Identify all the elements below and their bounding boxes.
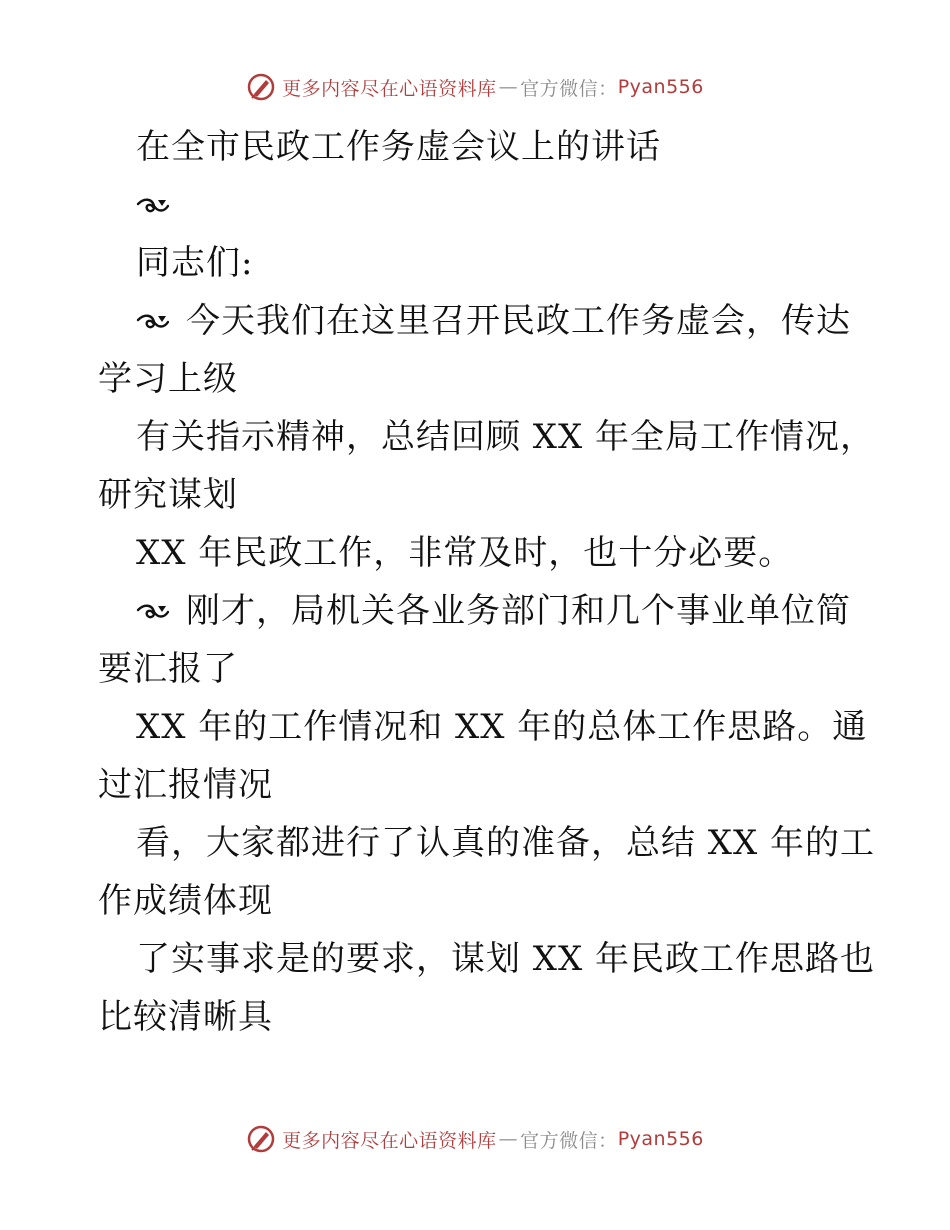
fleuron-icon (136, 196, 170, 218)
paragraph-marker-line (98, 176, 858, 234)
paragraph-line: 比较清晰具 (98, 997, 273, 1037)
watermark-account: Pyan556 (617, 1128, 704, 1150)
salutation: 同志们: (136, 243, 254, 283)
paragraph-line: 作成绩体现 (98, 881, 273, 921)
paragraph-line: 今天我们在这里召开民政工作务虚会，传达 (98, 292, 858, 350)
watermark-dash: — (498, 1128, 519, 1150)
fleuron-icon (136, 602, 170, 624)
pen-logo-icon (246, 72, 276, 102)
watermark-main-text: 更多内容尽在心语资料库 (282, 77, 497, 100)
watermark-label: 官方微信： (520, 1129, 618, 1152)
watermark-main-text: 更多内容尽在心语资料库 (282, 1129, 497, 1152)
document-title: 在全市民政工作务虚会议上的讲话 (136, 127, 661, 167)
document-body (98, 118, 876, 1046)
paragraph-line: 要汇报了 (98, 649, 238, 689)
paragraph-line: 有关指示精神，总结回顾 XX 年全局工作情况， (136, 417, 876, 457)
paragraph-line: 过汇报情况 (98, 765, 273, 805)
paragraph-line: XX 年的工作情况和 XX 年的总体工作思路。通 (136, 707, 868, 747)
paragraph-line: 看，大家都进行了认真的准备，总结 XX 年的工 (136, 823, 876, 863)
watermark-account: Pyan556 (617, 76, 704, 98)
paragraph-line: 研究谋划 (98, 475, 238, 515)
pen-logo-icon (246, 1124, 276, 1154)
footer-watermark (0, 1124, 950, 1154)
fleuron-icon (136, 312, 170, 334)
paragraph-line: XX 年民政工作，非常及时，也十分必要。 (136, 533, 794, 573)
paragraph-line: 了实事求是的要求，谋划 XX 年民政工作思路也 (136, 939, 876, 979)
header-watermark (0, 72, 950, 102)
paragraph-line: 学习上级 (98, 359, 238, 399)
watermark-label: 官方微信： (520, 77, 618, 100)
paragraph-line: 刚才，局机关各业务部门和几个事业单位简 (98, 582, 858, 640)
watermark-dash: — (498, 76, 519, 98)
